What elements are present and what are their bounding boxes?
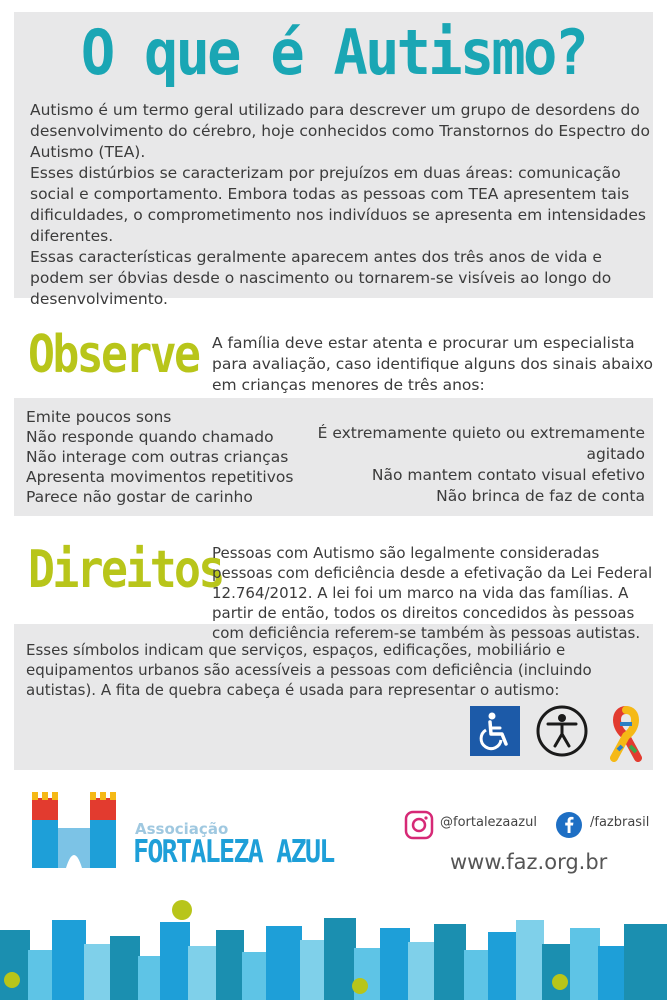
signs-list-right	[305, 423, 645, 507]
accessibility-icon	[535, 704, 589, 758]
puzzle-ribbon-icon	[606, 706, 646, 762]
observe-text: A família deve estar atenta e procurar um especialista para avaliação, caso identifique alguns dos sinais abaixo em crianças menores de três anos:	[212, 334, 654, 394]
intro-paragraph: Esses distúrbios se caracterizam por prejuízos em duas áreas: comunicação social e comportamento. Embora todas as pessoas com TEA apresentem tais dificuldades, o comprometimento nos indivíduos se apresenta em intensidades diferentes.	[30, 164, 646, 245]
instagram-icon[interactable]	[404, 810, 434, 840]
page-title: O que é Autismo?	[80, 16, 587, 89]
list-item: Não brinca de faz de conta	[436, 487, 645, 505]
observe-heading: Observe	[28, 325, 199, 385]
list-item: Não responde quando chamado	[26, 428, 274, 446]
intro-paragraph: Autismo é um termo geral utilizado para descrever um grupo de desordens do desenvolvimento do cérebro, hoje conhecidos como Transtornos do Espectro do Autismo (TEA).	[30, 101, 650, 161]
facebook-icon[interactable]	[555, 811, 583, 839]
instagram-handle[interactable]: @fortalezaazul	[440, 815, 537, 830]
city-skyline-illustration	[0, 900, 667, 1000]
fortaleza-azul-logo	[30, 792, 130, 870]
list-item: É extremamente quieto ou extremamente agitado	[317, 424, 645, 463]
list-item: Não mantem contato visual efetivo	[371, 466, 645, 484]
rights-text: Pessoas com Autismo são legalmente consideradas pessoas com deficiência desde a efetivação da Lei Federal 12.764/2012. A lei foi um marco na vida das famílias. A partir de então, todos os direitos concedidos às pessoas com deficiência referem-se também às pessoas autistas.	[212, 544, 653, 642]
rights-heading: Direitos	[28, 540, 223, 600]
list-item: Parece não gostar de carinho	[26, 488, 253, 506]
logo-title: FORTALEZA AZUL	[133, 834, 334, 870]
signs-list-left	[26, 407, 293, 507]
logo-subtitle: Associação	[135, 820, 229, 838]
list-item: Não interage com outras crianças	[26, 448, 289, 466]
facebook-handle[interactable]: /fazbrasil	[590, 815, 650, 830]
intro-paragraph: Essas características geralmente aparecem antes dos três anos de vida e podem ser óbvias desde o nascimento ou tornarem-se visíveis ao longo do desenvolvimento.	[30, 248, 612, 308]
list-item: Apresenta movimentos repetitivos	[26, 468, 294, 486]
list-item: Emite poucos sons	[26, 408, 172, 426]
wheelchair-icon	[470, 706, 520, 756]
symbols-text: Esses símbolos indicam que serviços, espaços, edificações, mobiliário e equipamentos urbanos são acessíveis a pessoas com deficiência (incluindo autistas). A fita de quebra cabeça é usada para representar o autismo:	[26, 641, 592, 699]
website-link[interactable]: www.faz.org.br	[450, 850, 608, 874]
intro-text	[30, 100, 650, 310]
